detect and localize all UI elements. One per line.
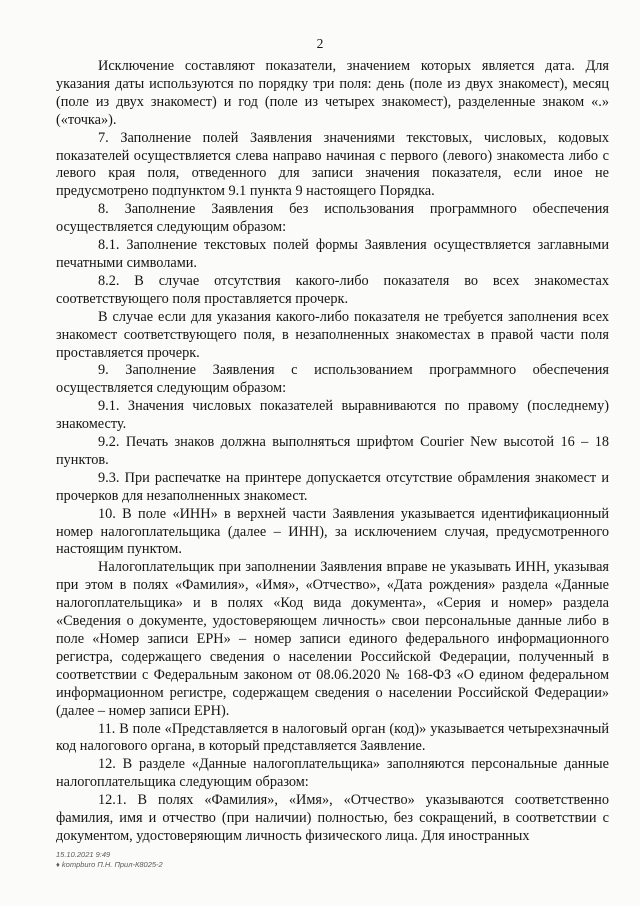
paragraph-8: 8. Заполнение Заявления без использования программного обеспечения осуществляется следующим образом: bbox=[56, 201, 609, 236]
paragraph-12-1: 12.1. В полях «Фамилия», «Имя», «Отчество» указываются соответственно фамилия, имя и отчество (при наличии) полностью, без сокращений, в соответствии с документом, удостоверяющим личность физического лица. Для иностранных bbox=[56, 792, 609, 844]
page-number: 2 bbox=[316, 36, 324, 51]
paragraph-date-exception: Исключение составляют показатели, значением которых является дата. Для указания даты используются по порядку три поля: день (поле из двух знакомест), месяц (поле из двух знакомест) и год (поле из четырех знакомест), разделенные знаком «.» («точка»). bbox=[56, 58, 609, 128]
paragraph-9-2: 9.2. Печать знаков должна выполняться шрифтом Courier New высотой 16 – 18 пунктов. bbox=[56, 434, 609, 468]
print-reference: ♦ kompburo П.Н. Прил-К8025-2 bbox=[56, 860, 163, 869]
paragraph-9: 9. Заполнение Заявления с использованием программного обеспечения осуществляется следующим образом: bbox=[56, 362, 609, 397]
paragraph-8-1: 8.1. Заполнение текстовых полей формы Заявления осуществляется заглавными печатными символами. bbox=[56, 237, 609, 271]
paragraph-10: 10. В поле «ИНН» в верхней части Заявления указывается идентификационный номер налогоплательщика (далее – ИНН), за исключением случая, предусмотренного настоящим пунктом. bbox=[56, 505, 609, 558]
paragraph-7: 7. Заполнение полей Заявления значениями текстовых, числовых, кодовых показателей осуществляется слева направо начиная с первого (левого) знакоместа либо с левого края поля, отведенного для записи значения показателя, если иное не предусмотрено подпунктом 9.1 пункта 9 настоящего Порядка. bbox=[56, 129, 609, 200]
paragraph-11: 11. В поле «Представляется в налоговый орган (код)» указывается четырехзначный код налогового органа, в который представляется Заявление. bbox=[56, 720, 609, 755]
paragraph-10-cont: Налогоплательщик при заполнении Заявления вправе не указывать ИНН, указывая при этом в полях «Фамилия», «Имя», «Отчество», «Дата рождения» раздела «Данные налогоплательщика» и в полях «Код вида документа», «Серия и номер» раздела «Сведения о документе, удостоверяющем личность» свои персональные данные либо в поле «Номер записи ЕРН» – номер записи единого федерального информационного регистра, содержащего сведения о населении Российской Федерации, полученный в соответствии с Федеральным законом от 08.06.2020 № 168-ФЗ «О едином федеральном информационном регистре, содержащем сведения о населении Российской Федерации» (далее – номер записи ЕРН). bbox=[56, 559, 609, 719]
paragraph-8-2-cont: В случае если для указания какого-либо показателя не требуется заполнения всех знакомест соответствующего поля, в незаполненных знакоместах в правой части поля проставляется прочерк. bbox=[56, 308, 609, 361]
document-body bbox=[56, 58, 609, 846]
print-footer bbox=[56, 850, 163, 870]
paragraph-8-2: 8.2. В случае отсутствия какого-либо показателя во всех знакоместах соответствующего поля проставляется прочерк. bbox=[56, 272, 609, 307]
paragraph-9-3: 9.3. При распечатке на принтере допускается отсутствие обрамления знакомест и прочерков для незаполненных знакомест. bbox=[56, 469, 609, 504]
print-timestamp: 15.10.2021 9:49 bbox=[56, 850, 111, 859]
paragraph-9-1: 9.1. Значения числовых показателей выравниваются по правому (последнему) знакоместу. bbox=[56, 398, 609, 433]
paragraph-12: 12. В разделе «Данные налогоплательщика» заполняются персональные данные налогоплательщика следующим образом: bbox=[56, 756, 609, 791]
